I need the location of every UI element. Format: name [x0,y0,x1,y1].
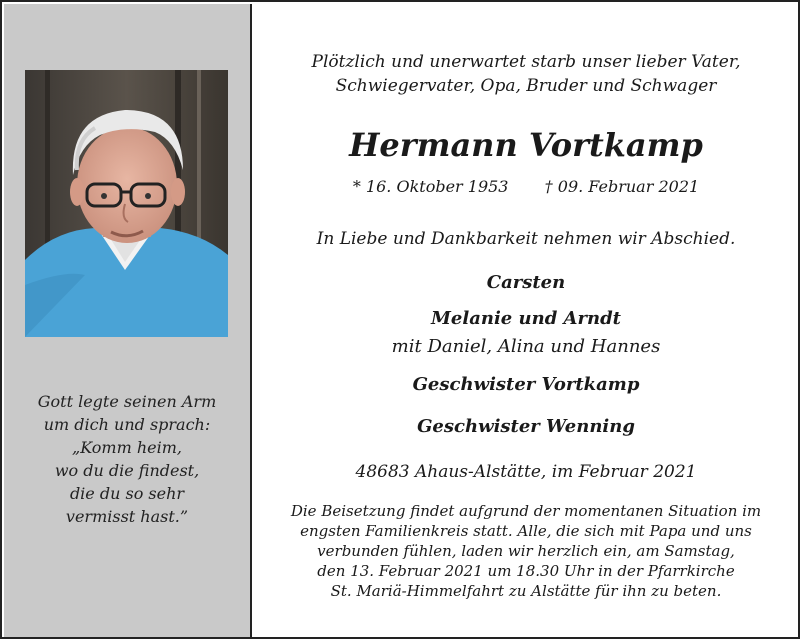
intro-line-1: Plötzlich und unerwartet starb unser lieber Vater, [311,52,741,72]
poem-line: „Komm heim, [71,438,183,457]
birth-date: * 16. Oktober 1953 [352,177,509,196]
mourner-grandchildren: mit Daniel, Alina und Hannes [391,336,661,357]
death-date: † 09. Februar 2021 [544,177,700,196]
life-dates [252,177,800,196]
burial-notice-line: den 13. Februar 2021 um 18.30 Uhr in der Pfarrkirche [317,562,735,580]
burial-notice-line: engsten Familienkreis statt. Alle, die sich mit Papa und uns [300,522,752,540]
burial-notice-line: Die Beisetzung findet aufgrund der momentanen Situation im [290,502,762,520]
mourner-melanie-arndt: Melanie und Arndt [431,308,621,329]
poem-line: Gott legte seinen Arm [37,392,217,411]
intro-line-2: Schwiegervater, Opa, Bruder und Schwager [335,76,717,96]
portrait-photo [25,70,228,337]
mourner-vortkamp-siblings: Geschwister Vortkamp [412,374,640,395]
deceased-name: Hermann Vortkamp [349,126,703,164]
portrait-illustration [25,70,228,337]
farewell-text: In Liebe und Dankbarkeit nehmen wir Abschied. [316,229,736,249]
poem-line: vermisst hast.” [65,507,189,526]
place-date: 48683 Ahaus-Alstätte, im Februar 2021 [355,462,697,482]
poem-line: die du so sehr [69,484,185,503]
poem [4,390,250,528]
burial-notice-line: verbunden fühlen, laden wir herzlich ein, am Samstag, [317,542,735,560]
poem-line: um dich und sprach: [43,415,211,434]
right-panel [252,4,800,637]
left-panel [4,4,252,637]
burial-notice-line: St. Mariä-Himmelfahrt zu Alstätte für ihn zu beten. [330,582,722,600]
mourner-wenning-siblings: Geschwister Wenning [417,416,635,437]
poem-line: wo du die findest, [54,461,200,480]
mourner-carsten: Carsten [486,272,566,293]
